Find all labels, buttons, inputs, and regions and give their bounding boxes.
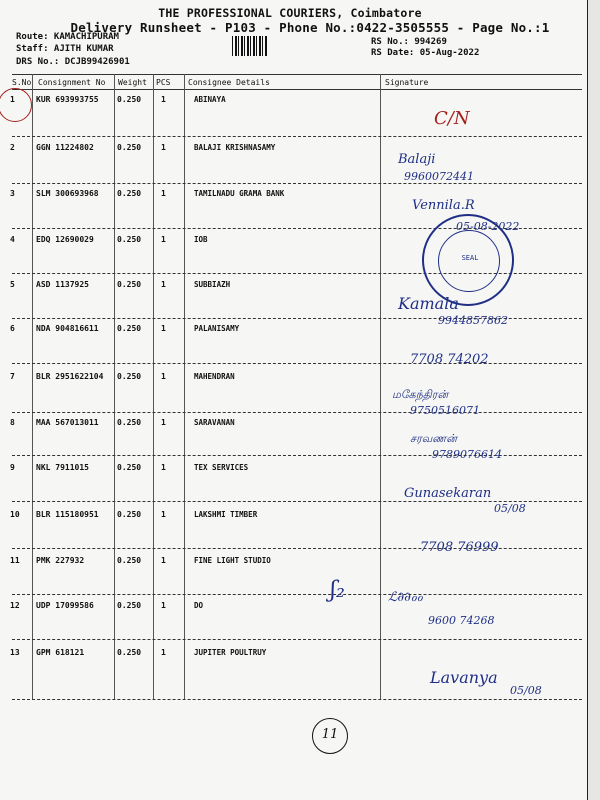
row-pcs: 1	[161, 463, 166, 472]
row-pcs: 1	[161, 648, 166, 657]
row-weight: 0.250	[117, 648, 142, 657]
row-separator	[12, 594, 582, 595]
signature-row-3: Vennila.R	[412, 198, 475, 213]
row-weight: 0.250	[117, 601, 142, 610]
signature-row-3-date: 05-08-2022	[456, 220, 520, 233]
row-consignment: EDQ 12690029	[36, 235, 94, 244]
row-weight: 0.250	[117, 510, 142, 519]
col-header-signature: Signature	[385, 78, 429, 87]
row-weight: 0.250	[117, 189, 142, 198]
row-sno: 11	[10, 556, 20, 565]
row-sno: 1	[10, 95, 15, 104]
page-number-mark	[312, 718, 348, 754]
signature-row-11: ʃ₂	[330, 578, 345, 603]
signature-row-12-scribble: ℒ∂∂ℴℴ	[388, 590, 423, 605]
col-header-weight: Weight	[118, 78, 147, 87]
row-sno: 2	[10, 143, 15, 152]
row-consignee: TEX SERVICES	[194, 463, 249, 472]
row-sno: 5	[10, 280, 15, 289]
row-consignment: GPM 618121	[36, 648, 85, 657]
row-pcs: 1	[161, 95, 166, 104]
row-pcs: 1	[161, 143, 166, 152]
row-weight: 0.250	[117, 235, 142, 244]
route-label: Route: KAMACHIPURAM	[16, 32, 119, 42]
row-pcs: 1	[161, 372, 166, 381]
row-weight: 0.250	[117, 418, 142, 427]
signature-row-5: Kamala	[398, 294, 459, 313]
row-consignee: ABINAYA	[194, 95, 226, 104]
row-consignment: KUR 693993755	[36, 95, 99, 104]
company-title: THE PROFESSIONAL COURIERS, Coimbatore	[158, 6, 422, 20]
runsheet-title: Delivery Runsheet - P103 - Phone No.:0422-3505555 - Page No.:1	[70, 20, 550, 35]
row-separator	[12, 699, 582, 700]
signature-row-12-phone: 9600 74268	[428, 614, 495, 627]
row-consignee: IOB	[194, 235, 208, 244]
row-sno: 10	[10, 510, 20, 519]
stamp-seal	[422, 214, 514, 306]
signature-row-9: Gunasekaran	[404, 486, 492, 501]
row-weight: 0.250	[117, 463, 142, 472]
signature-row-1: C/N	[434, 108, 470, 129]
signature-row-10: 7708 76999	[420, 540, 499, 555]
signature-row-7-phone: 9750516071	[410, 404, 480, 417]
row-consignment: UDP 17099586	[36, 601, 94, 610]
row-sno: 9	[10, 463, 15, 472]
row-pcs: 1	[161, 235, 166, 244]
row-sno: 12	[10, 601, 20, 610]
col-header-sno: S.No	[12, 78, 32, 87]
row-pcs: 1	[161, 324, 166, 333]
row-weight: 0.250	[117, 280, 142, 289]
table-row	[0, 95, 600, 141]
row-consignee: DO	[194, 601, 204, 610]
rs-date: RS Date: 05-Aug-2022	[371, 48, 480, 58]
row-weight: 0.250	[117, 556, 142, 565]
signature-row-9-date: 05/08	[494, 502, 526, 515]
row-weight: 0.250	[117, 95, 142, 104]
row-consignee: JUPITER POULTRUY	[194, 648, 267, 657]
row-consignee: SUBBIAZH	[194, 280, 231, 289]
signature-row-13: Lavanya	[430, 668, 498, 687]
row-pcs: 1	[161, 418, 166, 427]
table-top-border	[12, 74, 582, 75]
signature-row-8-phone: 9789076614	[432, 448, 502, 461]
row-consignment: BLR 115180951	[36, 510, 99, 519]
drs-number: DRS No.: DCJB99426901	[16, 57, 130, 67]
row-consignee: FINE LIGHT STUDIO	[194, 556, 271, 565]
staff-label: Staff: AJITH KUMAR	[16, 44, 114, 54]
row-weight: 0.250	[117, 324, 142, 333]
table-row	[0, 280, 600, 326]
row-sno: 8	[10, 418, 15, 427]
row-sno: 6	[10, 324, 15, 333]
table-row	[0, 418, 600, 464]
col-header-consignee: Consignee Details	[188, 78, 270, 87]
row-consignment: ASD 1137925	[36, 280, 89, 289]
row-pcs: 1	[161, 280, 166, 289]
signature-row-2-phone: 9960072441	[404, 170, 474, 183]
row-consignee: TAMILNADU GRAMA BANK	[194, 189, 285, 198]
signature-row-8: சரவணன்	[410, 432, 457, 445]
row-consignee: PALANISAMY	[194, 324, 240, 333]
table-header-border	[12, 89, 582, 90]
row-consignment: BLR 2951622104	[36, 372, 104, 381]
row-separator	[12, 136, 582, 137]
signature-row-13-date: 05/08	[510, 684, 542, 697]
row-consignee: LAKSHMI TIMBER	[194, 510, 258, 519]
row-pcs: 1	[161, 510, 166, 519]
table-row	[0, 601, 600, 647]
row-consignment: NKL 7911015	[36, 463, 89, 472]
row-separator	[12, 412, 582, 413]
row-consignee: MAHENDRAN	[194, 372, 235, 381]
signature-row-6: 7708 74202	[410, 352, 489, 367]
col-header-pcs: PCS	[156, 78, 171, 87]
row-sno: 13	[10, 648, 20, 657]
col-header-consignment: Consignment No	[38, 78, 106, 87]
row-consignment: NDA 904816611	[36, 324, 99, 333]
row-sno: 7	[10, 372, 15, 381]
row-weight: 0.250	[117, 372, 142, 381]
rs-number: RS No.: 994269	[371, 37, 447, 47]
signature-row-5-phone: 9944857862	[438, 314, 508, 327]
row-sno: 3	[10, 189, 15, 198]
stamp-text: SEAL	[461, 254, 479, 262]
row-weight: 0.250	[117, 143, 142, 152]
table-row	[0, 510, 600, 556]
row-consignment: MAA 567013011	[36, 418, 99, 427]
table-row	[0, 556, 600, 602]
row-consignee: BALAJI KRISHNASAMY	[194, 143, 276, 152]
row-separator	[12, 363, 582, 364]
row-separator	[12, 183, 582, 184]
row-pcs: 1	[161, 189, 166, 198]
page-number-text: 11	[321, 727, 339, 742]
signature-row-2: Balaji	[398, 152, 436, 167]
barcode-icon	[232, 36, 268, 56]
row-pcs: 1	[161, 556, 166, 565]
row-consignment: PMK 227932	[36, 556, 85, 565]
row-consignee: SARAVANAN	[194, 418, 235, 427]
signature-row-7: மகேந்திரன்	[392, 388, 449, 401]
row-pcs: 1	[161, 601, 166, 610]
row-consignment: SLM 300693968	[36, 189, 99, 198]
row-sno: 4	[10, 235, 15, 244]
row-separator	[12, 639, 582, 640]
row-consignment: GGN 11224802	[36, 143, 94, 152]
